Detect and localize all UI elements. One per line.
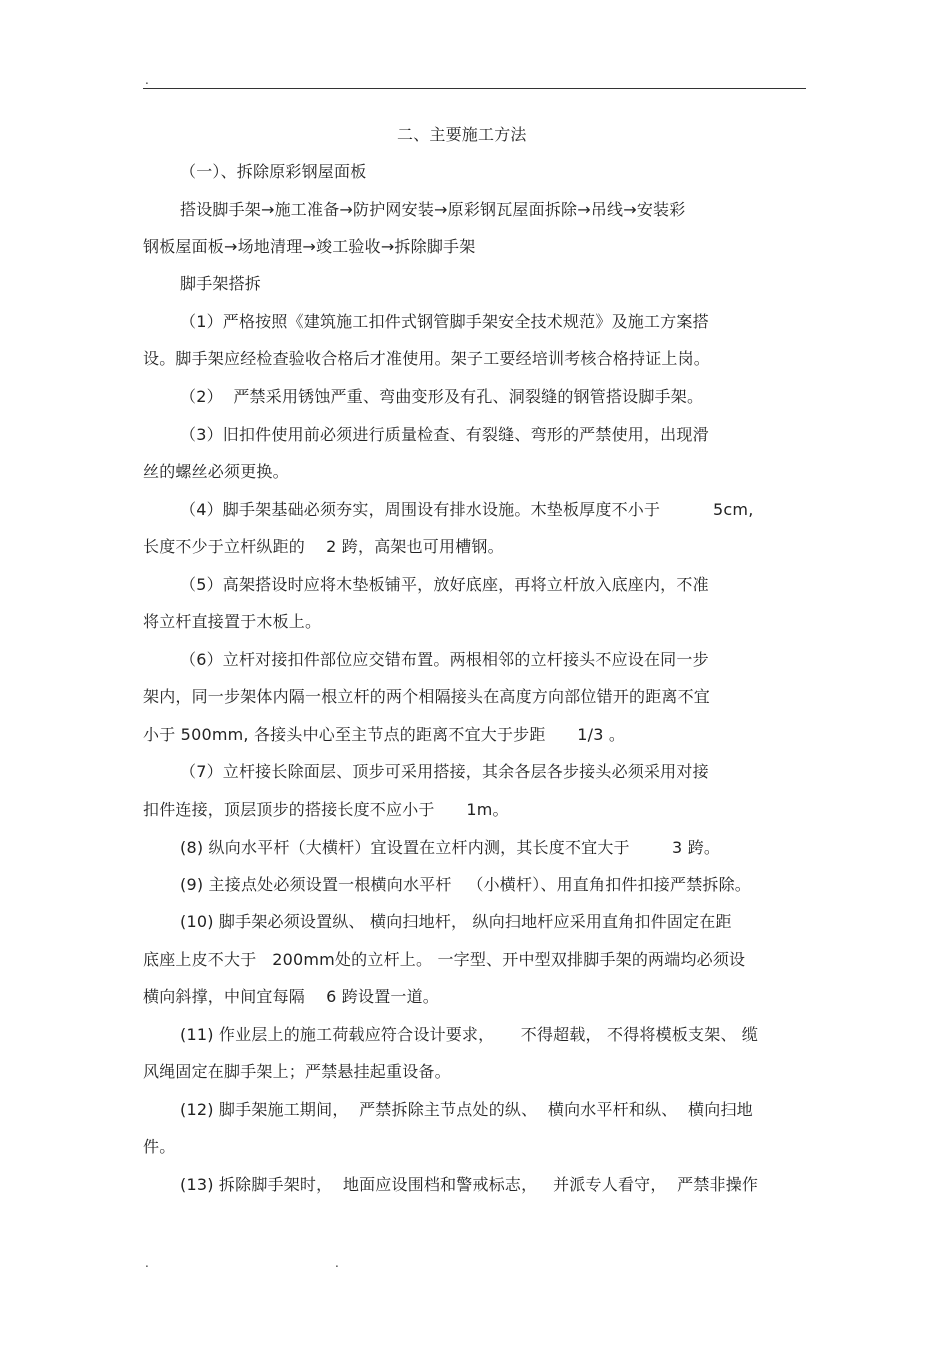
- header-rule: [143, 88, 806, 89]
- footer-marker-right: .: [335, 1256, 339, 1270]
- item-4-line: （4）脚手架基础必须夯实，周围设有排水设施。木垫板厚度不小于 5cm,: [180, 500, 754, 519]
- item-8-line: (8) 纵向水平杆（大横杆）宜设置在立杆内测，其长度不宜大于 3 跨。: [180, 838, 721, 857]
- item-11-line: 风绳固定在脚手架上；严禁悬挂起重设备。: [143, 1062, 451, 1081]
- item-10-line: 底座上皮不大于 200mm处的立杆上。 一字型、开中型双排脚手架的两端均必须设: [143, 950, 746, 969]
- item-4-line: 长度不少于立杆纵距的 2 跨，高架也可用槽钢。: [143, 537, 504, 556]
- item-9-line: (9) 主接点处必须设置一根横向水平杆 （小横杆）、用直角扣件扣接严禁拆除。: [180, 875, 752, 894]
- footer-marker-left: .: [145, 1256, 149, 1270]
- flow-line: 搭设脚手架→施工准备→防护网安装→原彩钢瓦屋面拆除→吊线→安装彩: [180, 200, 686, 219]
- item-7-line: 扣件连接，顶层顶步的搭接长度不应小于 1m。: [143, 800, 509, 819]
- item-12-line: 件。: [143, 1137, 176, 1156]
- header-marker: .: [145, 73, 149, 87]
- item-6-line: 小于 500mm, 各接头中心至主节点的距离不宜大于步距 1/3 。: [143, 725, 626, 744]
- item-3-line: 丝的螺丝必须更换。: [143, 462, 289, 481]
- item-12-line: (12) 脚手架施工期间， 严禁拆除主节点处的纵、 横向水平杆和纵、 横向扫地: [180, 1100, 753, 1119]
- item-5-line: 将立杆直接置于木板上。: [143, 612, 322, 631]
- section-title: 二、主要施工方法: [397, 125, 527, 144]
- item-10-line: 横向斜撑，中间宜每隔 6 跨设置一道。: [143, 987, 440, 1006]
- item-6-line: 架内，同一步架体内隔一根立杆的两个相隔接头在高度方向部位错开的距离不宜: [143, 687, 711, 706]
- item-7-line: （7）立杆接长除面层、顶步可采用搭接，其余各层各步接头必须采用对接: [180, 762, 709, 781]
- scaffold-heading: 脚手架搭拆: [180, 274, 262, 293]
- item-6-line: （6）立杆对接扣件部位应交错布置。两根相邻的立杆接头不应设在同一步: [180, 650, 709, 669]
- item-11-line: (11) 作业层上的施工荷载应符合设计要求， 不得超载， 不得将模板支架、 缆: [180, 1025, 759, 1044]
- flow-line: 钢板屋面板→场地清理→竣工验收→拆除脚手架: [143, 237, 476, 256]
- item-3-line: （3）旧扣件使用前必须进行质量检查、有裂缝、弯形的严禁使用，出现滑: [180, 425, 709, 444]
- item-10-line: (10) 脚手架必须设置纵、 横向扫地杆， 纵向扫地杆应采用直角扣件固定在距: [180, 912, 732, 931]
- item-13-line: (13) 拆除脚手架时， 地面应设围档和警戒标志， 并派专人看守， 严禁非操作: [180, 1175, 759, 1194]
- item-1-line: （1）严格按照《建筑施工扣件式钢管脚手架安全技术规范》及施工方案搭: [180, 312, 709, 331]
- item-1-line: 设。脚手架应经检查验收合格后才准使用。架子工要经培训考核合格持证上岗。: [143, 349, 711, 368]
- item-2-line: （2） 严禁采用锈蚀严重、弯曲变形及有孔、洞裂缝的钢管搭设脚手架。: [180, 387, 704, 406]
- subsection-heading: （一）、拆除原彩钢屋面板: [180, 162, 367, 181]
- item-5-line: （5）高架搭设时应将木垫板铺平，放好底座，再将立杆放入底座内，不准: [180, 575, 709, 594]
